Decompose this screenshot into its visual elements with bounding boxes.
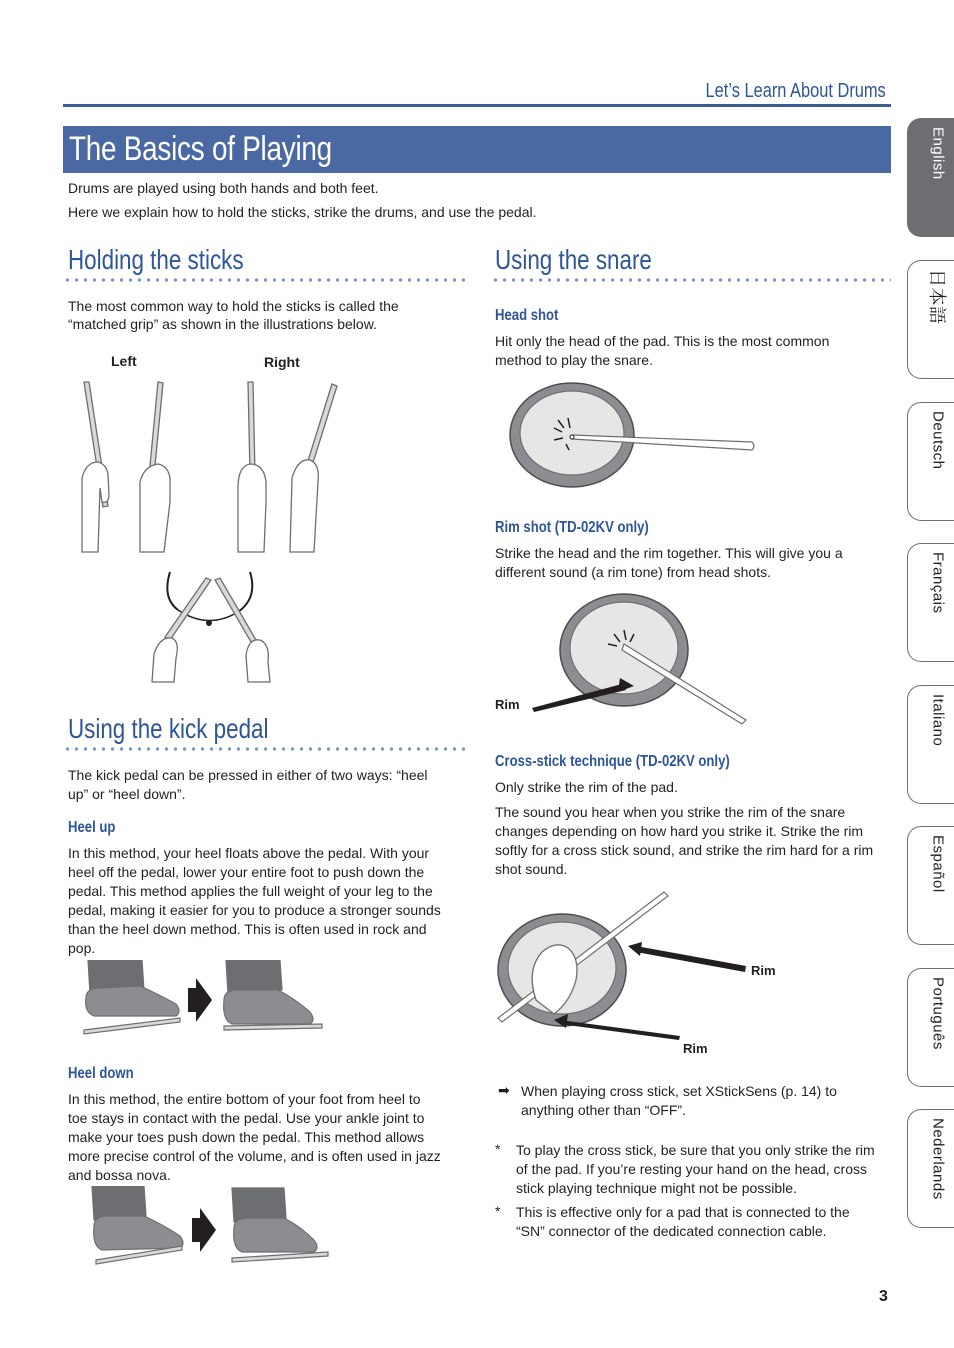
tab-label: 日本語 xyxy=(927,269,947,325)
tab-italiano[interactable] xyxy=(907,685,954,804)
rim-shot-illustration xyxy=(530,588,750,728)
ref-arrow-icon: ➡ xyxy=(498,1082,510,1098)
tab-francais[interactable] xyxy=(907,543,954,662)
tab-nederlands[interactable] xyxy=(907,1109,954,1228)
rim-shot-text xyxy=(495,544,843,582)
holding-text-2: “matched grip” as shown in the illustrations below. xyxy=(68,316,377,332)
kick-divider xyxy=(63,747,467,751)
right-label: Right xyxy=(264,354,300,370)
ref-note xyxy=(521,1082,837,1120)
tab-portugues[interactable] xyxy=(907,968,954,1087)
cross-stick-rim-label-2: Rim xyxy=(683,1041,708,1056)
heel-up-text xyxy=(68,844,441,958)
ref-note-line: When playing cross stick, set XStickSens (p. 14) to xyxy=(521,1083,837,1099)
cross-stick-text xyxy=(495,803,873,879)
heel-up-line: pedal. This method applies the full weight of your leg to the xyxy=(68,883,433,899)
section-label: Let’s Learn About Drums xyxy=(705,80,886,102)
note-line: To play the cross stick, be sure that you only strike the rim xyxy=(516,1142,875,1158)
ref-note-line: anything other than “OFF”. xyxy=(521,1102,686,1118)
kick-text-2: up” or “heel down”. xyxy=(68,786,186,802)
cross-stick-line-1: Only strike the rim of the pad. xyxy=(495,779,678,795)
heel-down-line: and bossa nova. xyxy=(68,1167,171,1183)
note-1 xyxy=(516,1141,875,1198)
tab-label: Français xyxy=(929,552,947,614)
header-rule xyxy=(63,104,891,107)
cross-stick-line: The sound you hear when you strike the rim of the snare xyxy=(495,804,846,820)
head-shot-line: method to play the snare. xyxy=(495,352,653,368)
kick-heading: Using the kick pedal xyxy=(68,713,269,744)
rim-shot-line: different sound (a rim tone) from head shots. xyxy=(495,564,771,580)
heel-down-illustration xyxy=(82,1186,332,1268)
heel-up-line: than the heel down method. This is often used in rock and xyxy=(68,921,427,937)
cross-stick-heading: Cross-stick technique (TD-02KV only) xyxy=(495,753,730,770)
rim-shot-heading: Rim shot (TD-02KV only) xyxy=(495,519,649,536)
rim-shot-rim-label: Rim xyxy=(495,697,520,712)
note-line: “SN” connector of the dedicated connection cable. xyxy=(516,1223,827,1239)
cross-stick-rim-label-1: Rim xyxy=(751,963,776,978)
note-line: stick playing technique might not be possible. xyxy=(516,1180,797,1196)
cross-stick-illustration xyxy=(496,890,756,1040)
tab-japanese[interactable] xyxy=(907,260,954,379)
note-line: This is effective only for a pad that is connected to the xyxy=(516,1204,850,1220)
rim-shot-line: Strike the head and the rim together. This will give you a xyxy=(495,545,843,561)
tab-label: Español xyxy=(929,835,947,893)
snare-heading: Using the snare xyxy=(495,244,652,275)
holding-divider xyxy=(63,278,467,282)
heel-down-line: make your toes push down the pedal. This method allows xyxy=(68,1129,425,1145)
note-line: of the pad. If you’re resting your hand on the head, cross xyxy=(516,1161,867,1177)
heel-down-line: toe stays in contact with the pedal. Use your ankle joint to xyxy=(68,1110,425,1126)
left-label: Left xyxy=(111,353,137,369)
tab-label: Deutsch xyxy=(929,411,947,470)
title-bar xyxy=(63,126,891,173)
heel-up-line: pop. xyxy=(68,940,96,956)
cross-stick-line: softly for a cross stick sound, and strike the rim hard for a rim xyxy=(495,842,874,858)
holding-heading: Holding the sticks xyxy=(68,244,244,275)
head-shot-heading: Head shot xyxy=(495,307,559,324)
note-asterisk: * xyxy=(495,1203,501,1219)
heel-down-heading: Heel down xyxy=(68,1065,134,1082)
heel-up-line: In this method, your heel floats above the pedal. With your xyxy=(68,845,430,861)
page-number: 3 xyxy=(879,1288,888,1305)
tab-label: Português xyxy=(929,977,947,1050)
snare-divider xyxy=(491,278,891,282)
holding-text-1: The most common way to hold the sticks is called the xyxy=(68,298,399,314)
page-title: The Basics of Playing xyxy=(69,130,332,168)
tab-label: English xyxy=(929,127,947,180)
heel-down-line: more precise control of the volume, and is often used in jazz xyxy=(68,1148,441,1164)
heel-down-line: In this method, the entire bottom of your foot from heel to xyxy=(68,1091,421,1107)
heel-down-text xyxy=(68,1090,441,1185)
cross-stick-line: changes depending on how hard you strike it. Strike the rim xyxy=(495,823,864,839)
heel-up-heading: Heel up xyxy=(68,819,116,836)
tab-label: Nederlands xyxy=(929,1118,947,1200)
head-shot-line: Hit only the head of the pad. This is the most common xyxy=(495,333,830,349)
heel-up-illustration xyxy=(80,960,325,1040)
intro-line-2: Here we explain how to hold the sticks, strike the drums, and use the pedal. xyxy=(68,204,537,220)
heel-up-line: heel off the pedal, lower your entire foot to push down the xyxy=(68,864,425,880)
note-asterisk: * xyxy=(495,1141,501,1157)
note-2 xyxy=(516,1203,850,1241)
tab-label: Italiano xyxy=(929,694,947,747)
tab-english[interactable] xyxy=(907,118,954,237)
head-shot-text xyxy=(495,332,829,370)
kick-text-1: The kick pedal can be pressed in either of two ways: “heel xyxy=(68,767,428,783)
head-shot-illustration xyxy=(506,378,756,492)
tab-espanol[interactable] xyxy=(907,826,954,945)
matched-grip-illustration xyxy=(78,378,338,684)
heel-up-line: pedal, making it easier for you to produce a stronger sounds xyxy=(68,902,441,918)
intro-line-1: Drums are played using both hands and both feet. xyxy=(68,180,379,196)
cross-stick-line: shot sound. xyxy=(495,861,568,877)
tab-deutsch[interactable] xyxy=(907,402,954,521)
